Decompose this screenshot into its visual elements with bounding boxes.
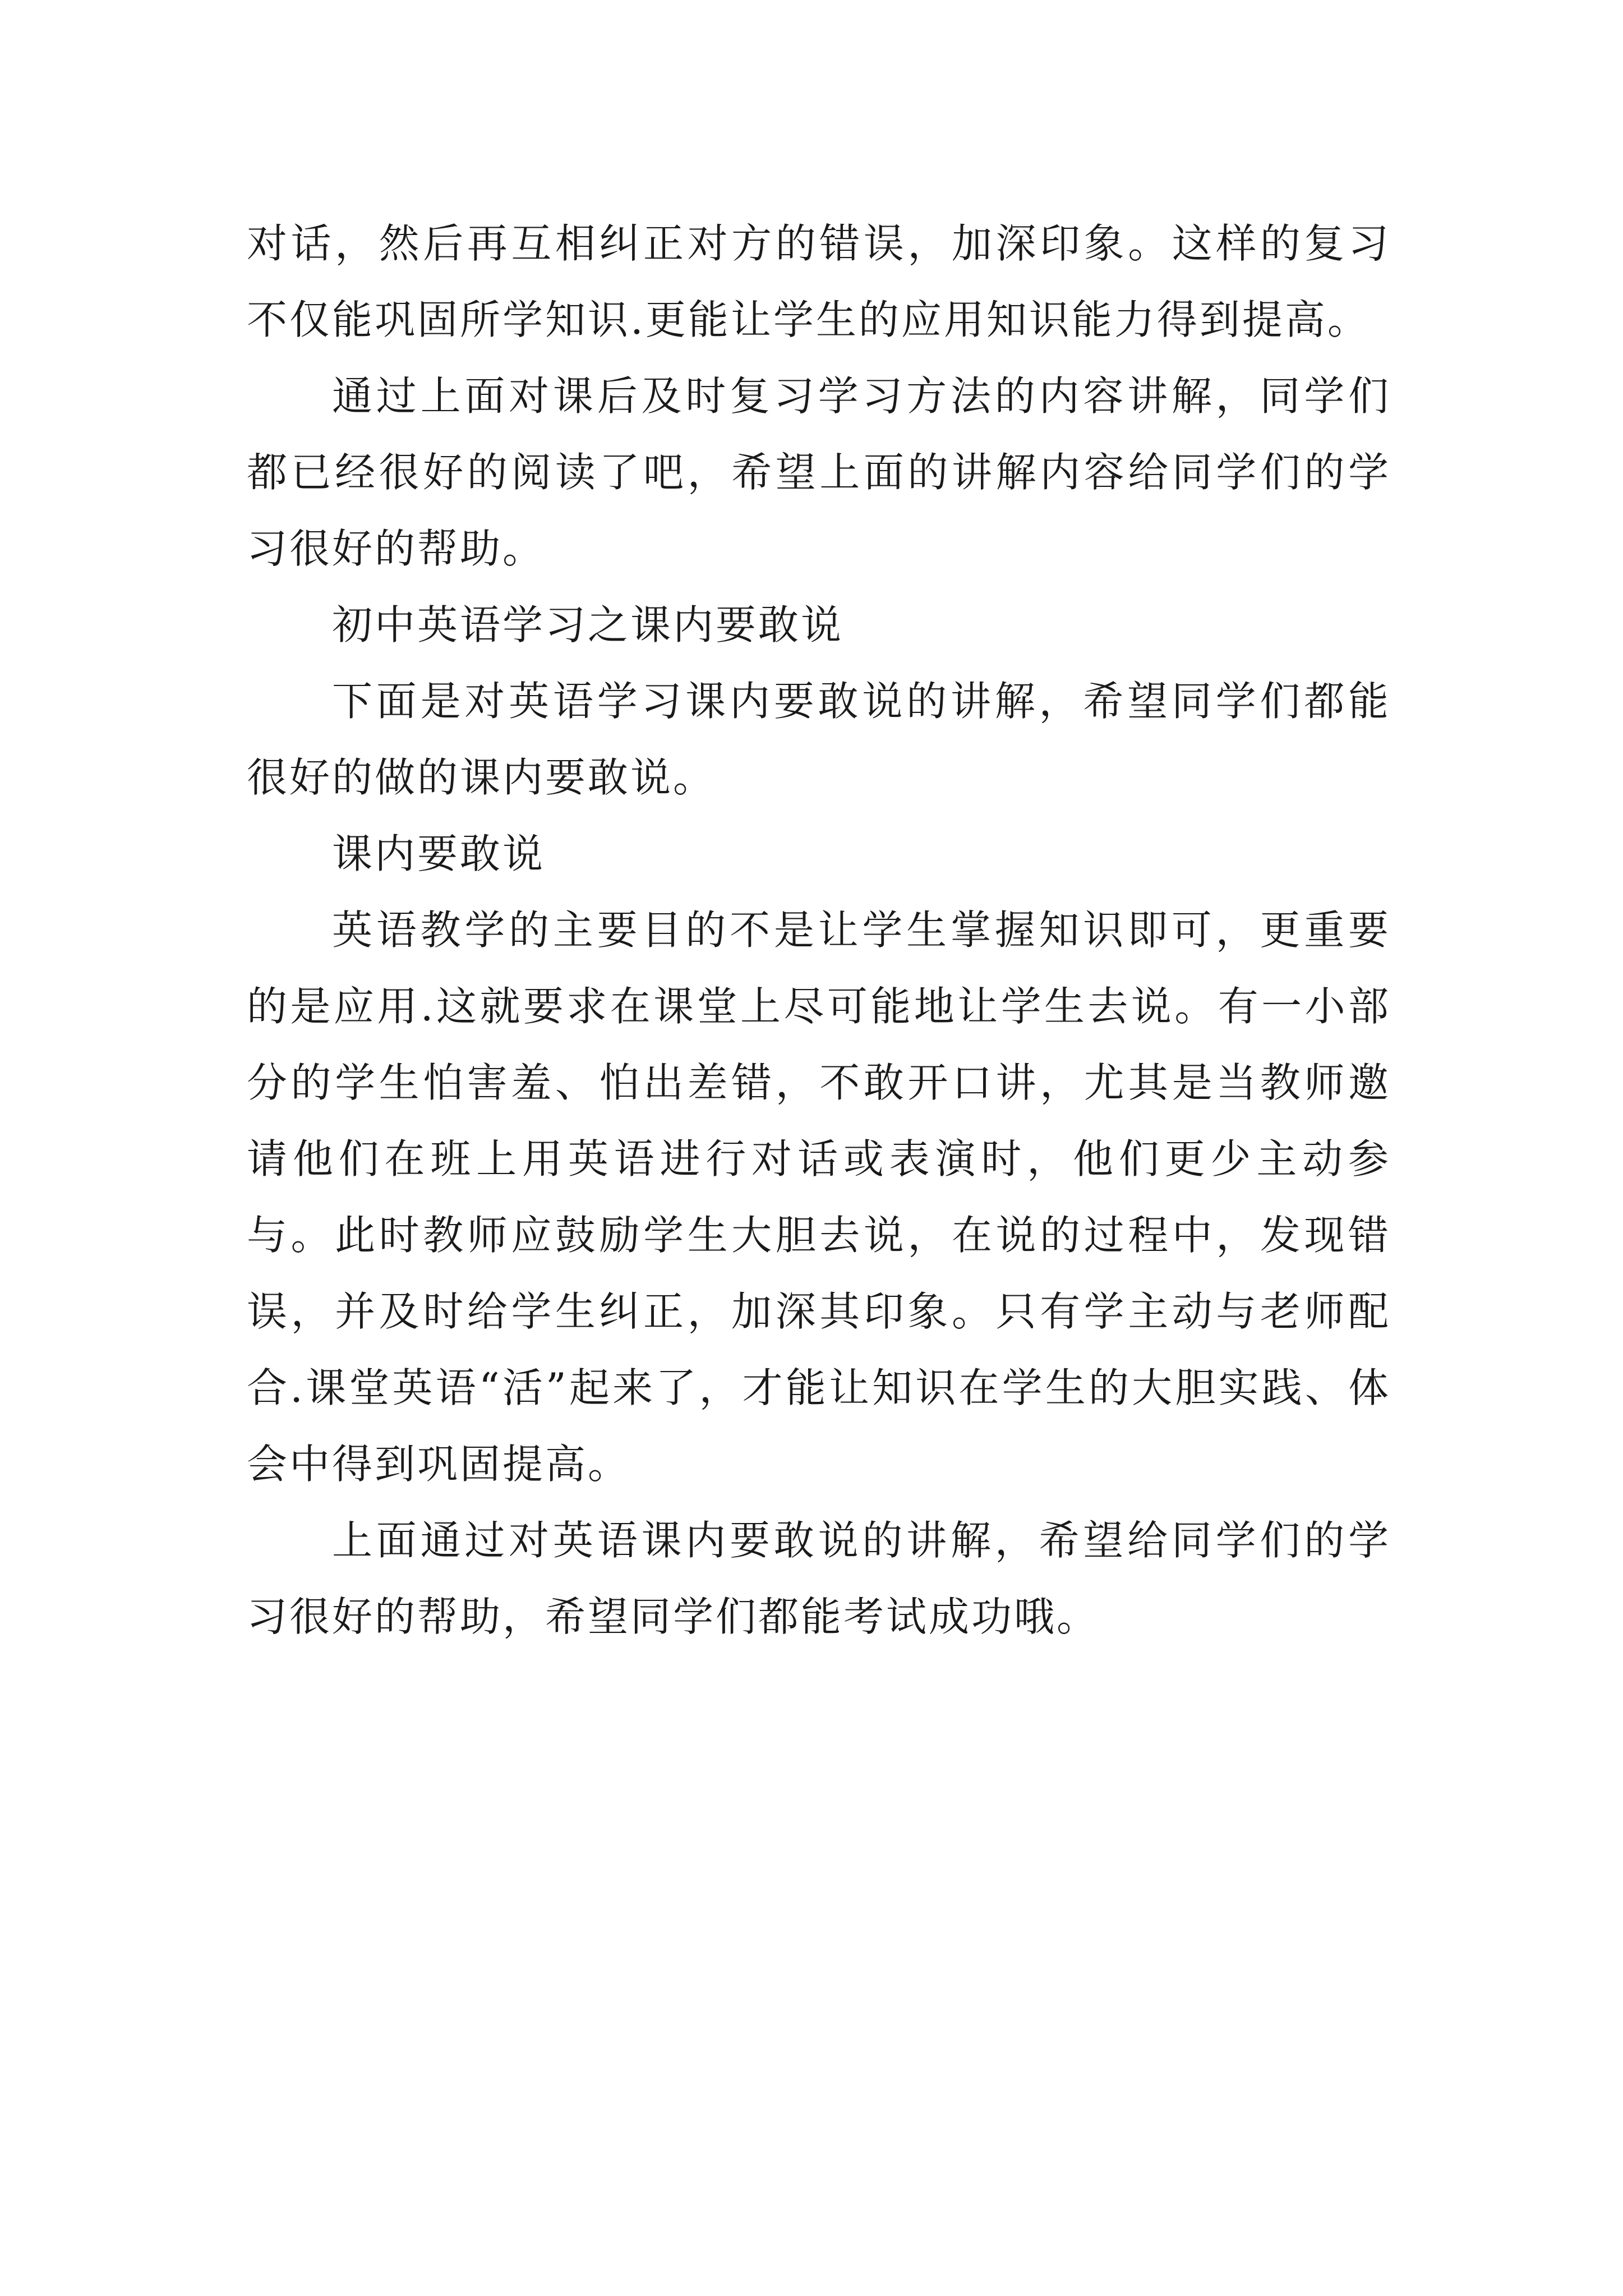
- paragraph-body: 英语教学的主要目的不是让学生掌握知识即可，更重要的是应用.这就要求在课堂上尽可能地让学生去说。有一小部分的学生怕害羞、怕出差错，不敢开口讲，尤其是当教师邀请他们在班上用英语进行对话或表演时，他们更少主动参与。此时教师应鼓励学生大胆去说，在说的过程中，发现错误，并及时给学生纠正，加深其印象。只有学主动与老师配合.课堂英语“活”起来了，才能让知识在学生的大胆实践、体会中得到巩固提高。: [247, 907, 1391, 1488]
- subsection-title: 课内要敢说: [332, 830, 546, 877]
- paragraph-intro: 下面是对英语学习课内要敢说的讲解，希望同学们都能很好的做的课内要敢说。: [247, 678, 1391, 801]
- paragraph-continuation: 对话，然后再互相纠正对方的错误，加深印象。这样的复习不仅能巩固所学知识.更能让学生的应用知识能力得到提高。: [247, 220, 1391, 343]
- paragraph-conclusion: 上面通过对英语课内要敢说的讲解，希望给同学们的学习很好的帮助，希望同学们都能考试成功哦。: [247, 1517, 1391, 1640]
- section-title: 初中英语学习之课内要敢说: [332, 601, 844, 648]
- document-body: [247, 205, 1391, 1655]
- paragraph-summary-review: 通过上面对课后及时复习学习方法的内容讲解，同学们都已经很好的阅读了吧，希望上面的讲解内容给同学们的学习很好的帮助。: [247, 372, 1391, 572]
